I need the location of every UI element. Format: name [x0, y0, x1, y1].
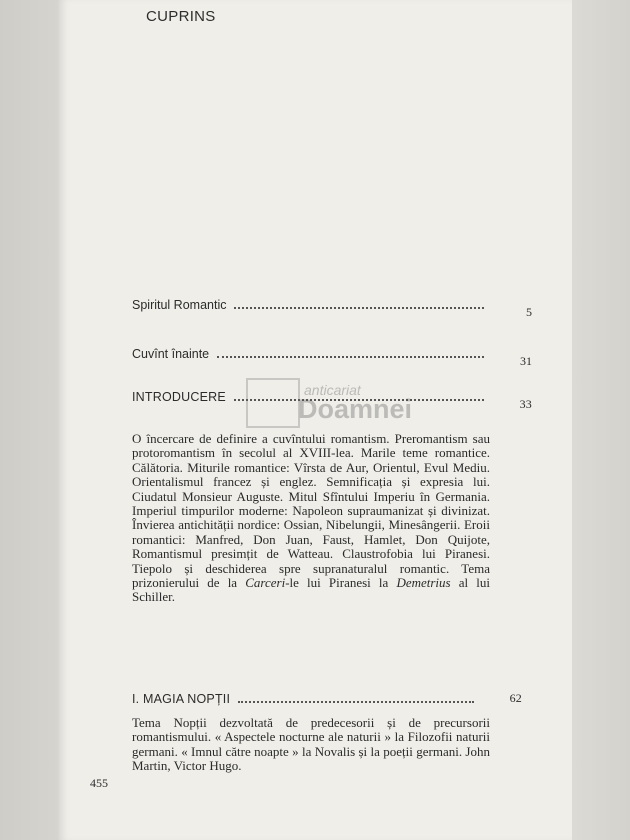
toc-leader-dots — [217, 356, 484, 358]
toc-entry-cuvint-inainte — [132, 341, 532, 368]
toc-entry-label: Spiritul Romantic — [132, 298, 227, 312]
toc-entry-label: I. MAGIA NOPȚII — [132, 692, 231, 706]
toc-entry-magia-noptii — [132, 686, 522, 706]
toc-entry-spiritul-romantic — [132, 292, 532, 319]
toc-entry-page: 33 — [519, 397, 532, 411]
toc-entry-label: Cuvînt înainte — [132, 347, 210, 361]
toc-entry-page: 31 — [520, 354, 532, 368]
book-page — [58, 0, 572, 840]
introducere-summary: O încercare de definire a cuvîntului romantism. Preromantism sau protoromantism în secolul al XVIII-lea. Marile teme romantice. Călătoria. Miturile romantice: Vîrsta de Aur, Orientul, Evul Mediu. Orientalismul francez și englez. Semnificația și expresia lui. Ciudatul Monsieur Auguste. Mitul Sfîntului Imperiu în Germania. Imperiul timpurilor moderne: Napoleon supraumanizat și divinizat. Învierea antichității nordice: Ossian, Nibelungii, Minesângerii. Eroii romantici: Manfred, Don Juan, Faust, Hamlet, Don Quijote, Romantismul presimțit de Watteau. Claustrofobia lui Piranesi. Tiepolo și deschiderea spre supranaturalul romantic. Tema prizonierului de la Carceri-le lui Piranesi la Demetrius al lui Schiller. — [132, 431, 490, 605]
toc-leader-dots — [238, 701, 474, 703]
background-right — [572, 0, 630, 840]
toc-leader-dots — [234, 307, 484, 309]
toc-entry-page: 62 — [509, 691, 522, 705]
watermark-logo: anticariat Doamnei — [246, 378, 426, 432]
toc-entry-label: INTRODUCERE — [132, 390, 226, 404]
toc-leader-dots — [234, 399, 484, 401]
magia-noptii-summary: Tema Nopții dezvoltată de predecesorii și de precursorii romantismului. « Aspectele nocturne ale naturii » la Filozofii naturii germani. « Imnul către noapte » la Novalis și la poeții germani. John Martin, Victor Hugo. — [132, 715, 490, 774]
toc-entry-page: 5 — [526, 305, 532, 319]
page-number: 455 — [90, 776, 108, 790]
background-left — [0, 0, 60, 840]
page-heading: CUPRINS — [146, 8, 216, 25]
